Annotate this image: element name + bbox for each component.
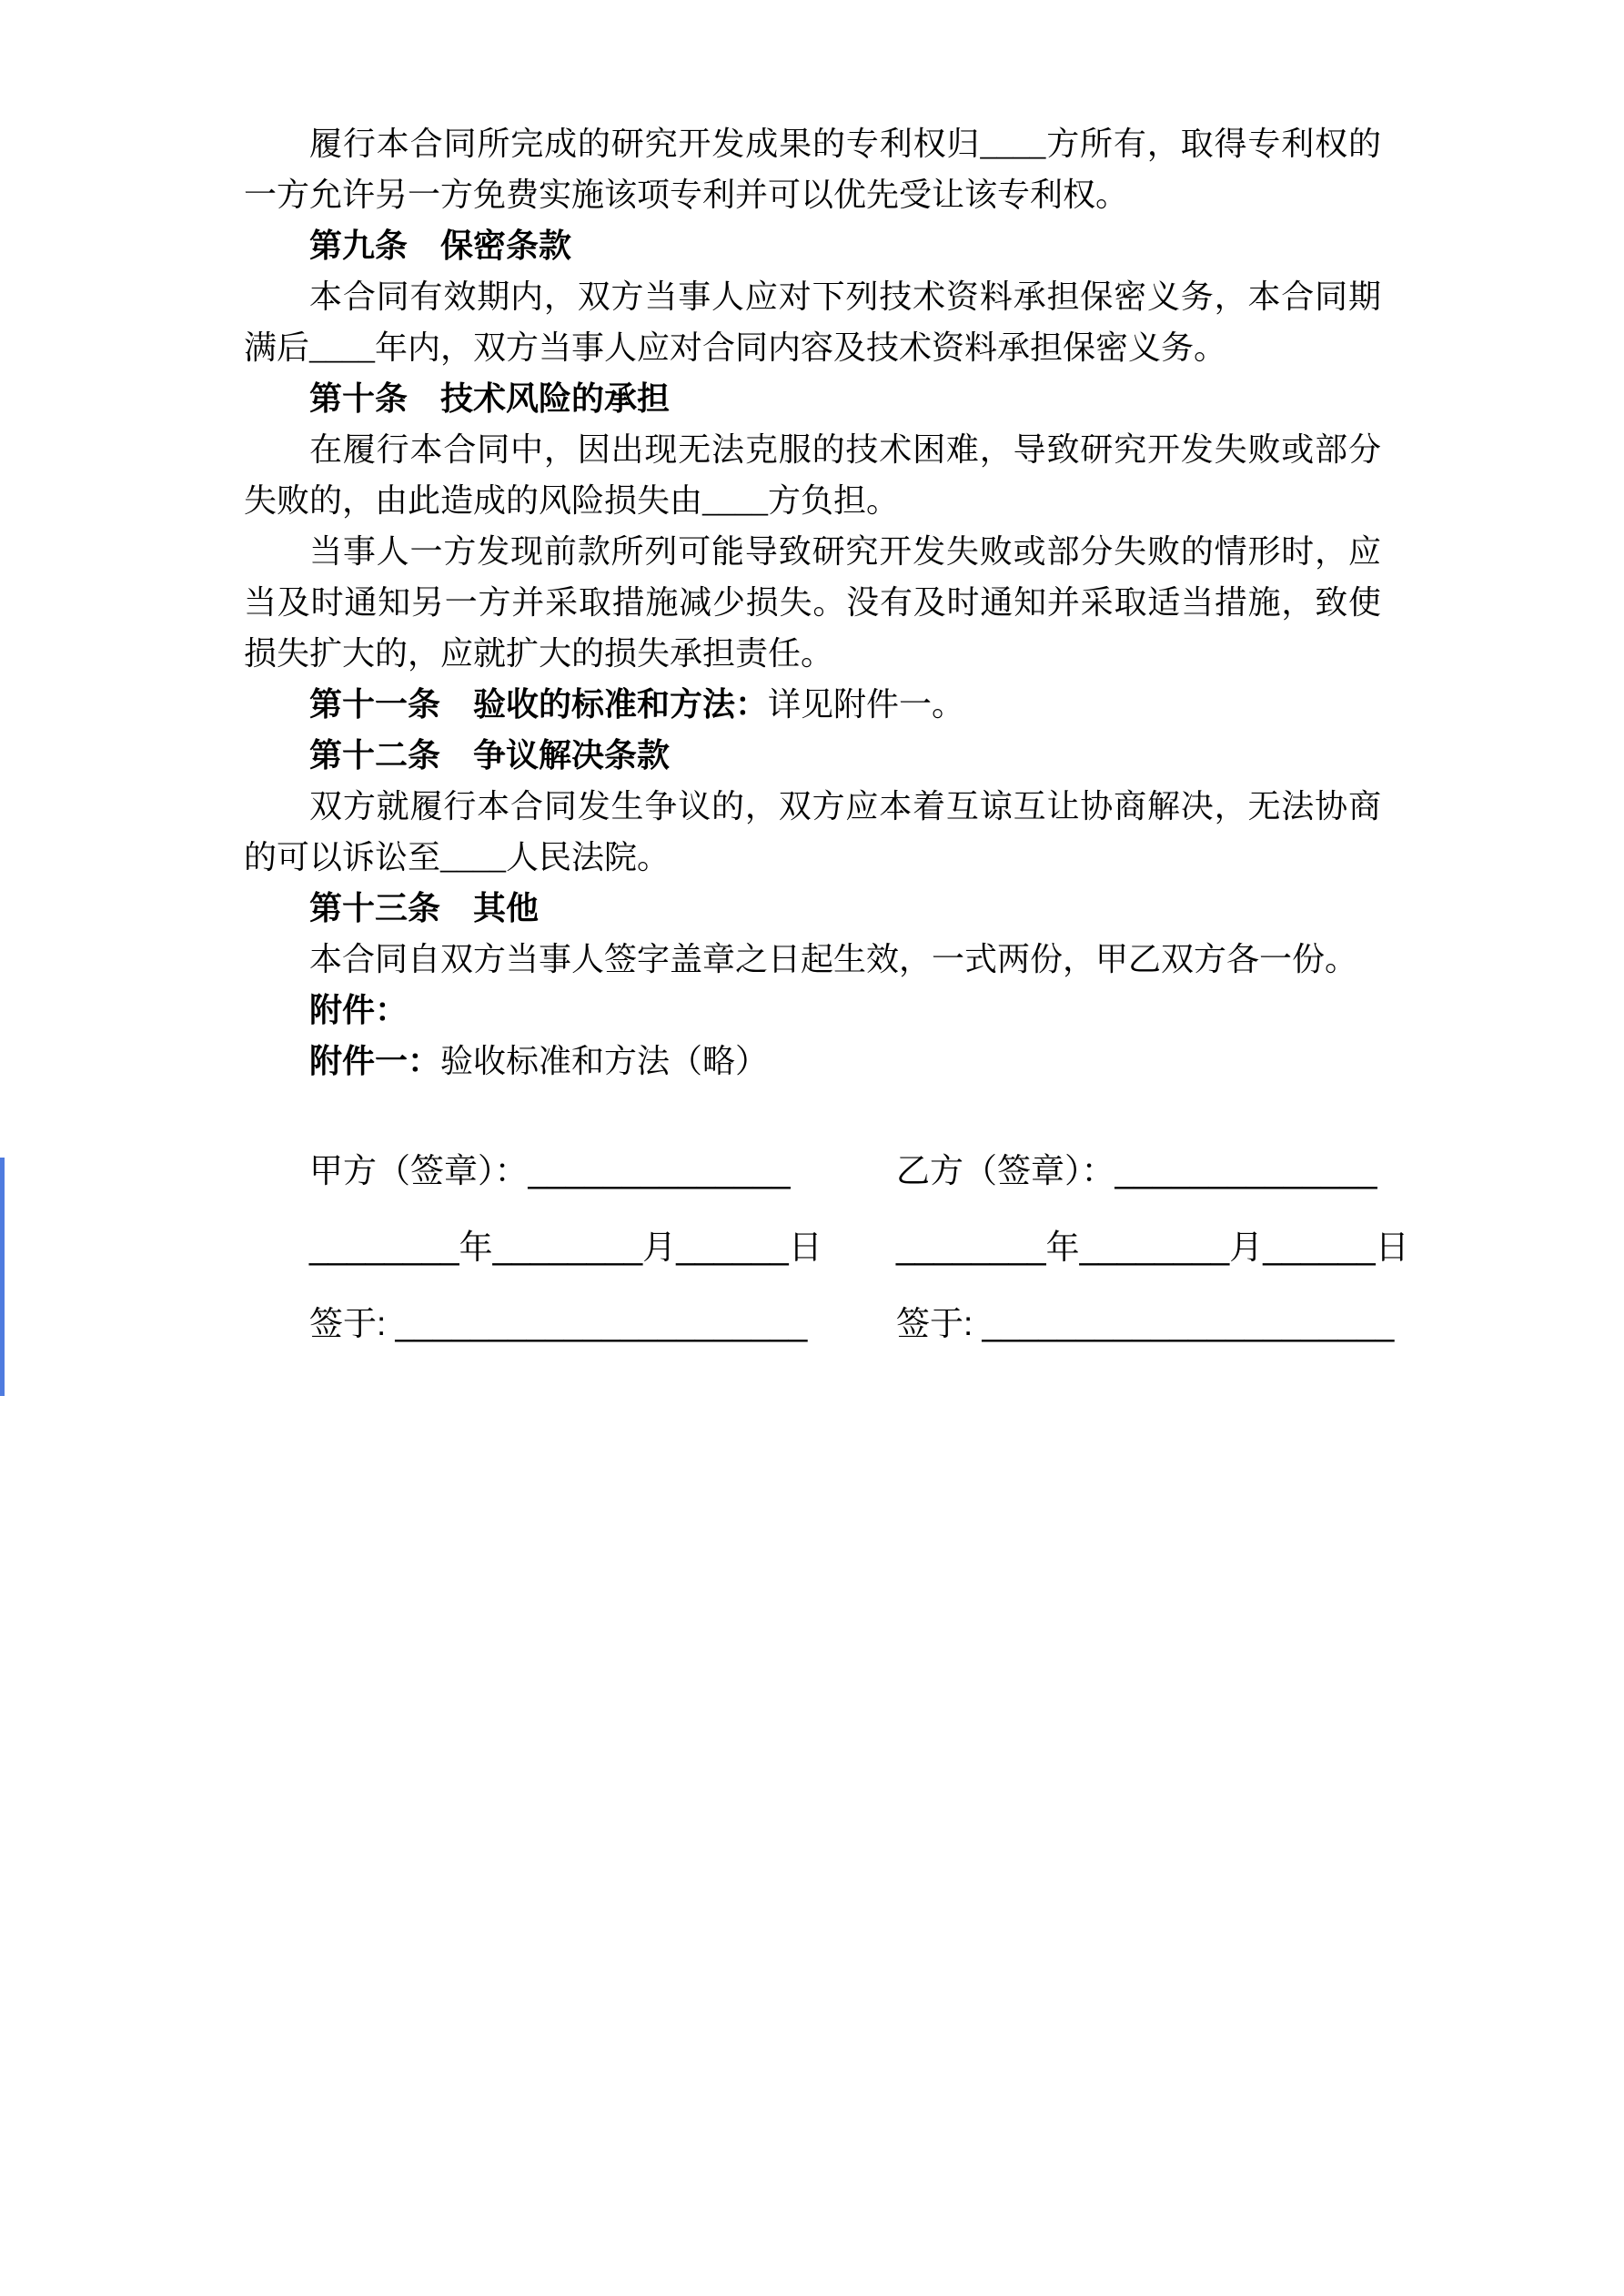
party-a-seal-label: 甲方（签章）： (309, 1152, 529, 1189)
attachment-one-text: 验收标准和方法（略） (440, 1043, 769, 1079)
clause-11-title: 第十一条 验收的标准和方法： (309, 685, 769, 723)
clause-9-heading: 第九条 保密条款 (309, 227, 572, 264)
party-b-seal-label: 乙方（签章）： (896, 1152, 1115, 1189)
attachment-one-line (244, 1036, 1381, 1087)
party-b-seal-blank: ______________ (1115, 1152, 1377, 1189)
party-b-seal-line (896, 1145, 1377, 1198)
party-b-signed-at-label: 签于: (896, 1305, 973, 1342)
paragraph-technical-risk: 在履行本合同中，因出现无法克服的技术困难，导致研究开发失败或部分失败的，由此造成的风险损失由____方负担。 (244, 431, 1381, 519)
party-b-date-blank: ________年________月______日 (896, 1229, 1409, 1266)
left-edge-blue-line (0, 1158, 5, 1396)
clause-13-heading: 第十三条 其他 (309, 889, 540, 926)
party-a-signed-at-blank: ______________________ (386, 1305, 808, 1342)
clause-11-heading (244, 679, 1381, 730)
party-a-signed-at-label: 签于: (309, 1305, 387, 1342)
signature-section (244, 1145, 1409, 1350)
clause-12-heading: 第十二条 争议解决条款 (309, 736, 671, 774)
paragraph-confidentiality: 本合同有效期内，双方当事人应对下列技术资料承担保密义务，本合同期满后____年内，双方当事人应对合同内容及技术资料承担保密义务。 (244, 278, 1381, 366)
attachment-one-label: 附件一： (309, 1042, 441, 1079)
signature-place-row (244, 1298, 1395, 1350)
party-a-date-blank: ________年________月______日 (309, 1229, 822, 1266)
party-a-date-line (309, 1221, 896, 1274)
party-b-signed-at-line (896, 1298, 1394, 1350)
clause-11-text: 详见附件一。 (768, 686, 965, 723)
attachments-heading: 附件： (309, 991, 409, 1028)
paragraph-risk-notification: 当事人一方发现前款所列可能导致研究开发失败或部分失败的情形时，应当及时通知另一方并采取措施减少损失。没有及时通知并采取适当措施，致使损失扩大的，应就扩大的损失承担责任。 (244, 533, 1381, 672)
party-a-seal-blank: ______________ (528, 1152, 791, 1189)
clause-10-heading: 第十条 技术风险的承担 (309, 379, 671, 417)
party-a-seal-line (309, 1145, 896, 1198)
party-b-signed-at-blank: ______________________ (973, 1305, 1395, 1342)
contract-body (244, 118, 1409, 1350)
paragraph-effectiveness: 本合同自双方当事人签字盖章之日起生效，一式两份，甲乙双方各一份。 (309, 941, 1358, 977)
paragraph-dispute-resolution: 双方就履行本合同发生争议的，双方应本着互谅互让协商解决，无法协商的可以诉讼至____人民法院。 (244, 788, 1381, 875)
party-a-signed-at-line (309, 1298, 896, 1350)
paragraph-patent-ownership: 履行本合同所完成的研究开发成果的专利权归____方所有，取得专利权的一方允许另一方免费实施该项专利并可以优先受让该专利权。 (244, 126, 1381, 213)
party-b-date-line (896, 1221, 1409, 1274)
signature-seal-row (244, 1145, 1381, 1198)
signature-date-row (244, 1221, 1409, 1274)
